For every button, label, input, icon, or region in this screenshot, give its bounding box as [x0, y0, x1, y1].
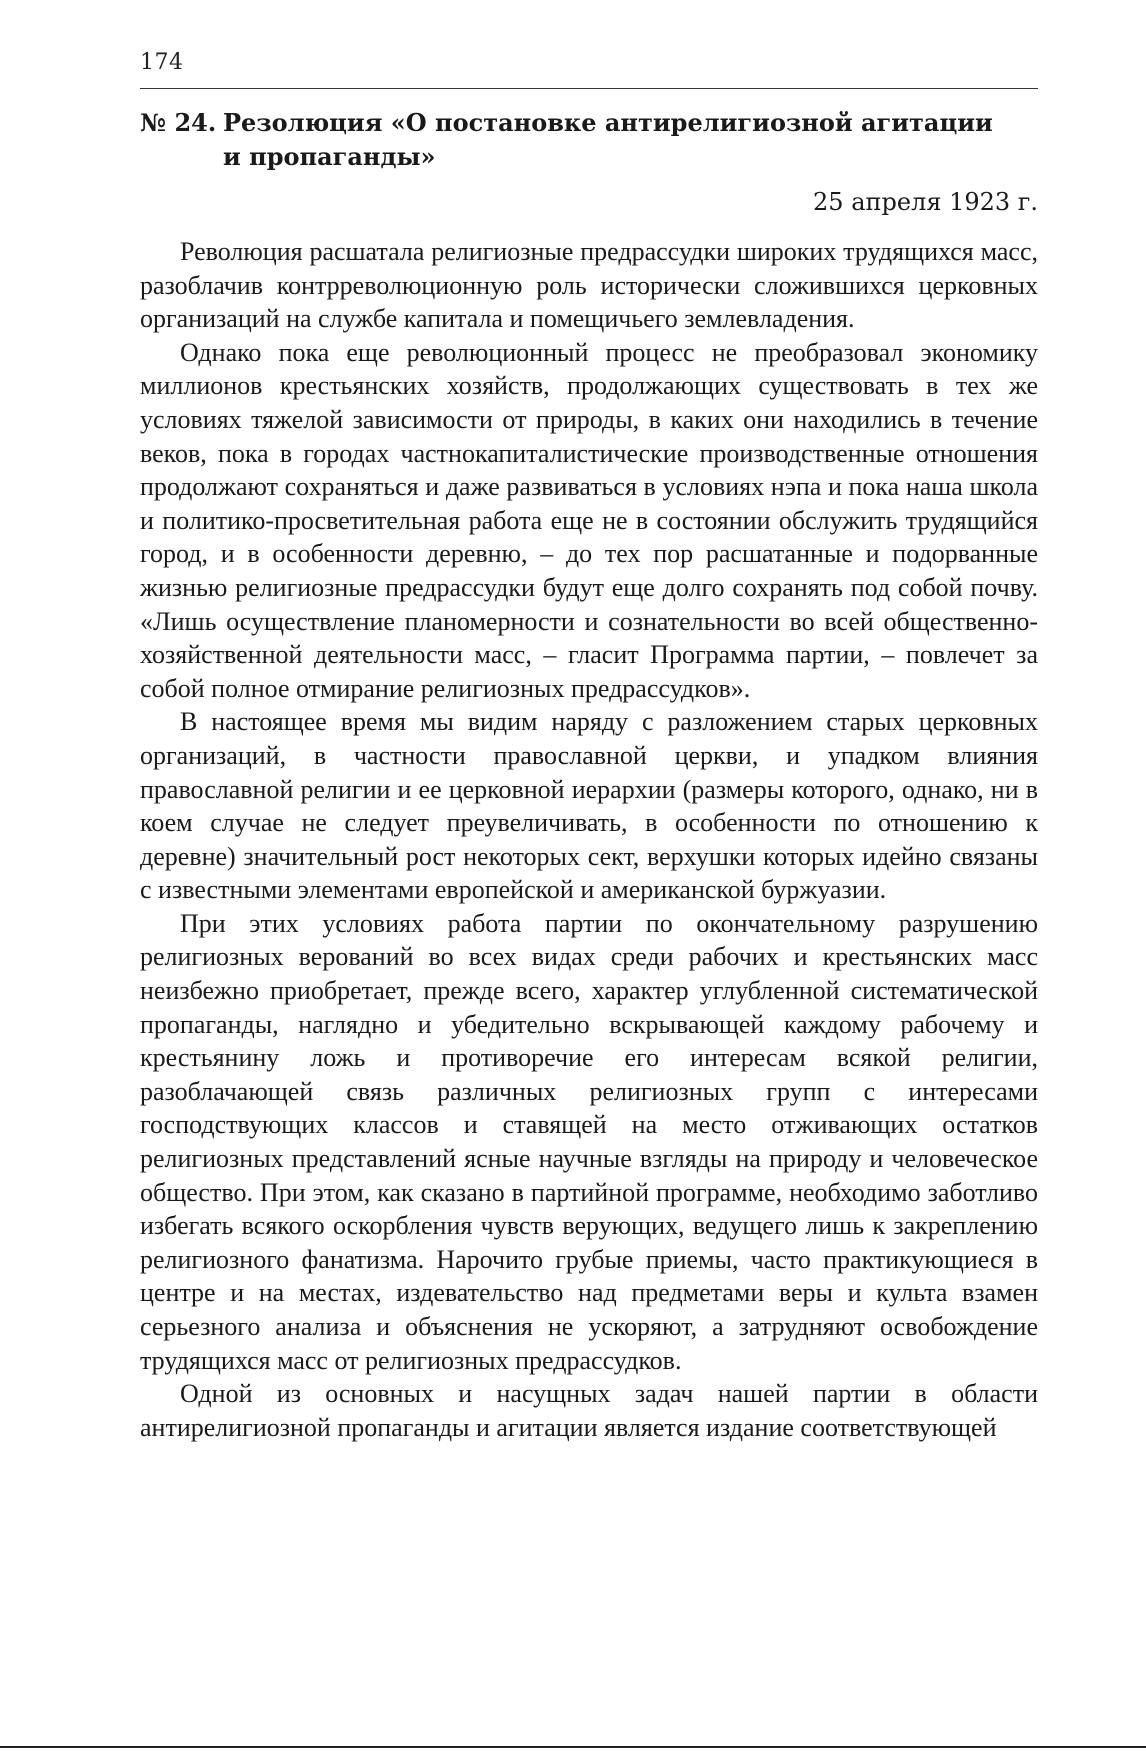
header-rule [140, 88, 1038, 89]
document-date: 25 апреля 1923 г. [813, 188, 1038, 216]
paragraph: Одной из основных и насущных задач нашей партии в области антирелигиозной пропаганды и агитации является издание соответствующей [140, 1379, 1038, 1442]
title-line-2: и пропаганды» [223, 142, 436, 171]
bottom-rule [0, 1746, 1146, 1748]
paragraph: Однако пока еще революционный процесс не преобразовал экономику миллионов крестьянских хозяйств, продолжающих существовать в тех же условиях тяжелой зависимости от природы, в каких они находились в течение веков, пока в городах частнокапиталистические производственные отношения продолжают сохраняться и даже развиваться в условиях нэпа и пока наша школа и политико-просветительная работа еще не в состоянии обслужить трудящийся город, и в особенности деревню, – до тех пор расшатанные и подорванные жизнью религиозные предрассудки будут еще долго сохранять под собой почву. «Лишь осуществление планомерности и сознательности во всей общественно-хозяйственной деятельности масс, – гласит Программа партии, – повлечет за собой полное отмирание религиозных предрассудков». [140, 337, 1038, 703]
page-number: 174 [140, 50, 184, 75]
paragraph: Революция расшатала религиозные предрассудки широких трудящихся масс, разоблачив контрреволюционную роль исторически сложившихся церковных организаций на службе капитала и помещичьего землевладения. [140, 237, 1038, 334]
document-title [140, 106, 1038, 174]
document-number: № 24. [140, 108, 217, 137]
paragraph: В настоящее время мы видим наряду с разложением старых церковных организаций, в частности православной церкви, и упадком влияния православной религии и ее церковной иерархии (размеры которого, однако, ни в коем случае не следует преувеличивать, в особенности по отношению к деревне) значительный рост некоторых сект, верхушки которых идейно связаны с известными элементами европейской и американской буржуазии. [140, 707, 1038, 905]
body-text [140, 235, 1038, 1444]
paragraph: При этих условиях работа партии по окончательному разрушению религиозных верований во всех видах среди рабочих и крестьянских масс неизбежно приобретает, прежде всего, характер углубленной систематической пропаганды, наглядно и убедительно вскрывающей каждому рабочему и крестьянину ложь и противоречие его интересам всякой религии, разоблачающей связь различных религиозных групп с интересами господствующих классов и ставящей на место отживающих остатков религиозных представлений ясные научные взгляды на природу и человеческое общество. При этом, как сказано в партийной программе, необходимо заботливо избегать всякого оскорбления чувств верующих, ведущего лишь к закреплению религиозного фанатизма. Нарочито грубые приемы, часто практикующиеся в центре и на местах, издевательство над предметами веры и культа взамен серьезного анализа и объяснения не ускоряют, а затрудняют освобождение трудящихся масс от религиозных предрассудков. [140, 908, 1038, 1375]
title-line-1: Резолюция «О постановке антирелигиозной агитации [223, 108, 993, 137]
